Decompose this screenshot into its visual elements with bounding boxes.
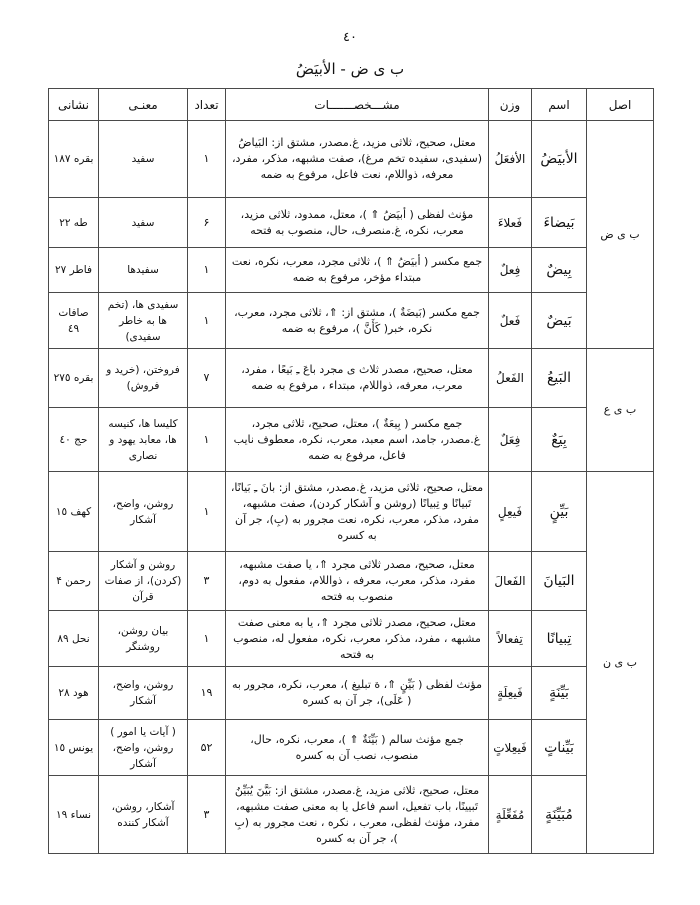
table-row [49,349,654,408]
ism-cell: تِبیانًا [532,611,587,667]
ref-cell: بقره ١٨٧ [49,121,99,198]
ism-cell: البَیعُ [532,349,587,408]
ref-cell: بقره ٢٧٥ [49,349,99,408]
lexicon-table [48,88,654,854]
desc-cell: معتل، صحیح، ثلاثی مزید، غ.مصدر، مشتق از: بَیَّنَ یُبَیِّنُ تَبیینًا، باب تفعیل، اسم فاعل یا به معنی صفت مشبهه، مفرد، مؤنث لفظی، معرب ، نکره ، نعت مجرور به (بِ )، جر آن به کسره [226,776,489,854]
header-wazn: وزن [489,89,532,121]
desc-cell: مؤنث لفظی ( بَیِّنٍ ⇑، ة تبلیغ )، معرب، نکره، مجرور به ( عَلَی)، جر آن به کسره [226,667,489,720]
root-cell: ب ی ض [587,121,654,349]
header-count: تعداد [188,89,226,121]
meaning-cell: ( آیات یا امور ) روشن، واضح، آشکار [99,720,188,776]
desc-cell: جمع مکسر ( بِیعَةٌ )، معتل، صحیح، ثلاثی مجرد، غ.مصدر، جامد، اسم معبد، معرب، نکره، معطوف نایب فاعل، مرفوع به ضمه [226,408,489,472]
root-cell: ب ی ن [587,472,654,854]
meaning-cell: آشکار، روشن، آشکار کننده [99,776,188,854]
desc-cell: معتل، صحیح، مصدر ثلاث ی مجرد باعَ ـِ بَیعًا ، مفرد، معرب، معرفه، ذواللام، مبتداء ، مرفوع به ضمه [226,349,489,408]
ref-cell: نساء ١٩ [49,776,99,854]
desc-cell: معتل، صحیح، مصدر ثلاثی مجرد ⇑، یا به معنی صفت مشبهه ، مفرد، مذکر، معرب، نکره، مفعول له، منصوب به فتحه [226,611,489,667]
meaning-cell: روشن، واضح، آشکار [99,472,188,552]
count-cell: ١٩ [188,667,226,720]
ref-cell: حج ٤٠ [49,408,99,472]
ism-cell: بِیَعٌ [532,408,587,472]
ism-cell: بَیِّنَةٍ [532,667,587,720]
count-cell: ٣ [188,552,226,611]
desc-cell: معتل، صحیح، ثلاثی مزید، غ.مصدر، مشتق از: البَیاضُ (سفیدی، سفیده تخم مرغ)، صفت مشبهه، مذکر، مفرد، معرفه، ذواللام، نعت فاعل، مرفوع به ضمه [226,121,489,198]
ism-cell: بَیضٌ [532,293,587,349]
table-row [49,121,654,198]
meaning-cell: سفیدی ها، (تخم ها به خاطر سفیدی) [99,293,188,349]
table-row [49,293,654,349]
count-cell: ۵٢ [188,720,226,776]
header-desc: مشـــخصـــــــات [226,89,489,121]
root-cell: ب ی ع [587,349,654,472]
ref-cell: نحل ٨٩ [49,611,99,667]
wazn-cell: فَیعِلاتٍ [489,720,532,776]
desc-cell: معتل، صحیح، ثلاثی مزید، غ.مصدر، مشتق از: بانَ ـِ بَیانًا، تَبیانًا و تِبیانًا (روشن و آشکار کردن)، صفت مشبهه، مفرد، مذکر، معرب، نکره، نعت مجرور به (بِ)، جر آن به کسره [226,472,489,552]
desc-cell: معتل، صحیح، مصدر ثلاثی مجرد ⇑، یا صفت مشبهه، مفرد، مذکر، معرب، معرفه ، ذواللام، مفعول به دوم، منصوب به فتحه [226,552,489,611]
table-row [49,776,654,854]
table-row [49,667,654,720]
ref-cell: کهف ١٥ [49,472,99,552]
meaning-cell: سفید [99,121,188,198]
wazn-cell: الفَعلُ [489,349,532,408]
desc-cell: جمع مکسر ( أبیَضُ ⇑ )، ثلاثی مجرد، معرب، نکره، نعت مبتداء مؤخر، مرفوع به ضمه [226,248,489,293]
meaning-cell: روشن و آشکار (کردن)، از صفات قرآن [99,552,188,611]
table-row [49,611,654,667]
ism-cell: بَیِّنٍ [532,472,587,552]
meaning-cell: روشن، واضح، آشکار [99,667,188,720]
header-ref: نشانی [49,89,99,121]
table-row [49,720,654,776]
wazn-cell: فِعَلٌ [489,408,532,472]
table-row [49,198,654,248]
meaning-cell: سفیدها [99,248,188,293]
wazn-cell: الفَعالَ [489,552,532,611]
ism-cell: مُبَیِّنَةٍ [532,776,587,854]
desc-cell: جمع مؤنث سالم ( بَیِّنَةٌ ⇑ )، معرب، نکره، حال، منصوب، نصب آن به کسره [226,720,489,776]
wazn-cell: فَیعِلٍ [489,472,532,552]
count-cell: ١ [188,408,226,472]
meaning-cell: بیان روشن، روشنگر [99,611,188,667]
wazn-cell: فِعلٌ [489,248,532,293]
meaning-cell: سفید [99,198,188,248]
count-cell: ١ [188,611,226,667]
wazn-cell: الأفعَلُ [489,121,532,198]
ref-cell: رحمن ۴ [49,552,99,611]
table-row [49,552,654,611]
ism-cell: بِیضٌ [532,248,587,293]
count-cell: ٣ [188,776,226,854]
wazn-cell: مُفَعِّلَةٍ [489,776,532,854]
desc-cell: مؤنث لفظی ( أبیَضُ ⇑ )، معتل، ممدود، ثلاثی مزید، معرب، نکره، غ.منصرف، حال، منصوب به فتحه [226,198,489,248]
count-cell: ۶ [188,198,226,248]
table-row [49,472,654,552]
header-asl: اصل [587,89,654,121]
ism-cell: بَیضاءَ [532,198,587,248]
ref-cell: فاطر ٢٧ [49,248,99,293]
page-number: ٤٠ [343,30,357,45]
header-ism: اسم [532,89,587,121]
ism-cell: الأبیَضُ [532,121,587,198]
meaning-cell: فروختن، (خرید و فروش) [99,349,188,408]
meaning-cell: کلیسا ها، کنیسه ها، معابد یهود و نصاری [99,408,188,472]
count-cell: ١ [188,293,226,349]
count-cell: ١ [188,472,226,552]
table-row [49,248,654,293]
ism-cell: البَیانَ [532,552,587,611]
table-row [49,408,654,472]
ref-cell: طه ٢٢ [49,198,99,248]
wazn-cell: فَعلاءَ [489,198,532,248]
desc-cell: جمع مکسر (بَیضَةٌ )، مشتق از: ⇑، ثلاثی مجرد، معرب، نکره، خبر( کَأَنَّ )، مرفوع به ضمه [226,293,489,349]
ref-cell: یونس ١٥ [49,720,99,776]
count-cell: ١ [188,121,226,198]
page-heading: ب ی ض - الأبیَضُ [295,60,405,78]
header-meaning: معنـی [99,89,188,121]
count-cell: ١ [188,248,226,293]
ref-cell: صافات ٤٩ [49,293,99,349]
ism-cell: بَیِّناتٍ [532,720,587,776]
wazn-cell: فَیعِلَةٍ [489,667,532,720]
header-row [49,89,654,121]
ref-cell: هود ٢٨ [49,667,99,720]
count-cell: ٧ [188,349,226,408]
wazn-cell: تِفعالاً [489,611,532,667]
wazn-cell: فَعلٌ [489,293,532,349]
